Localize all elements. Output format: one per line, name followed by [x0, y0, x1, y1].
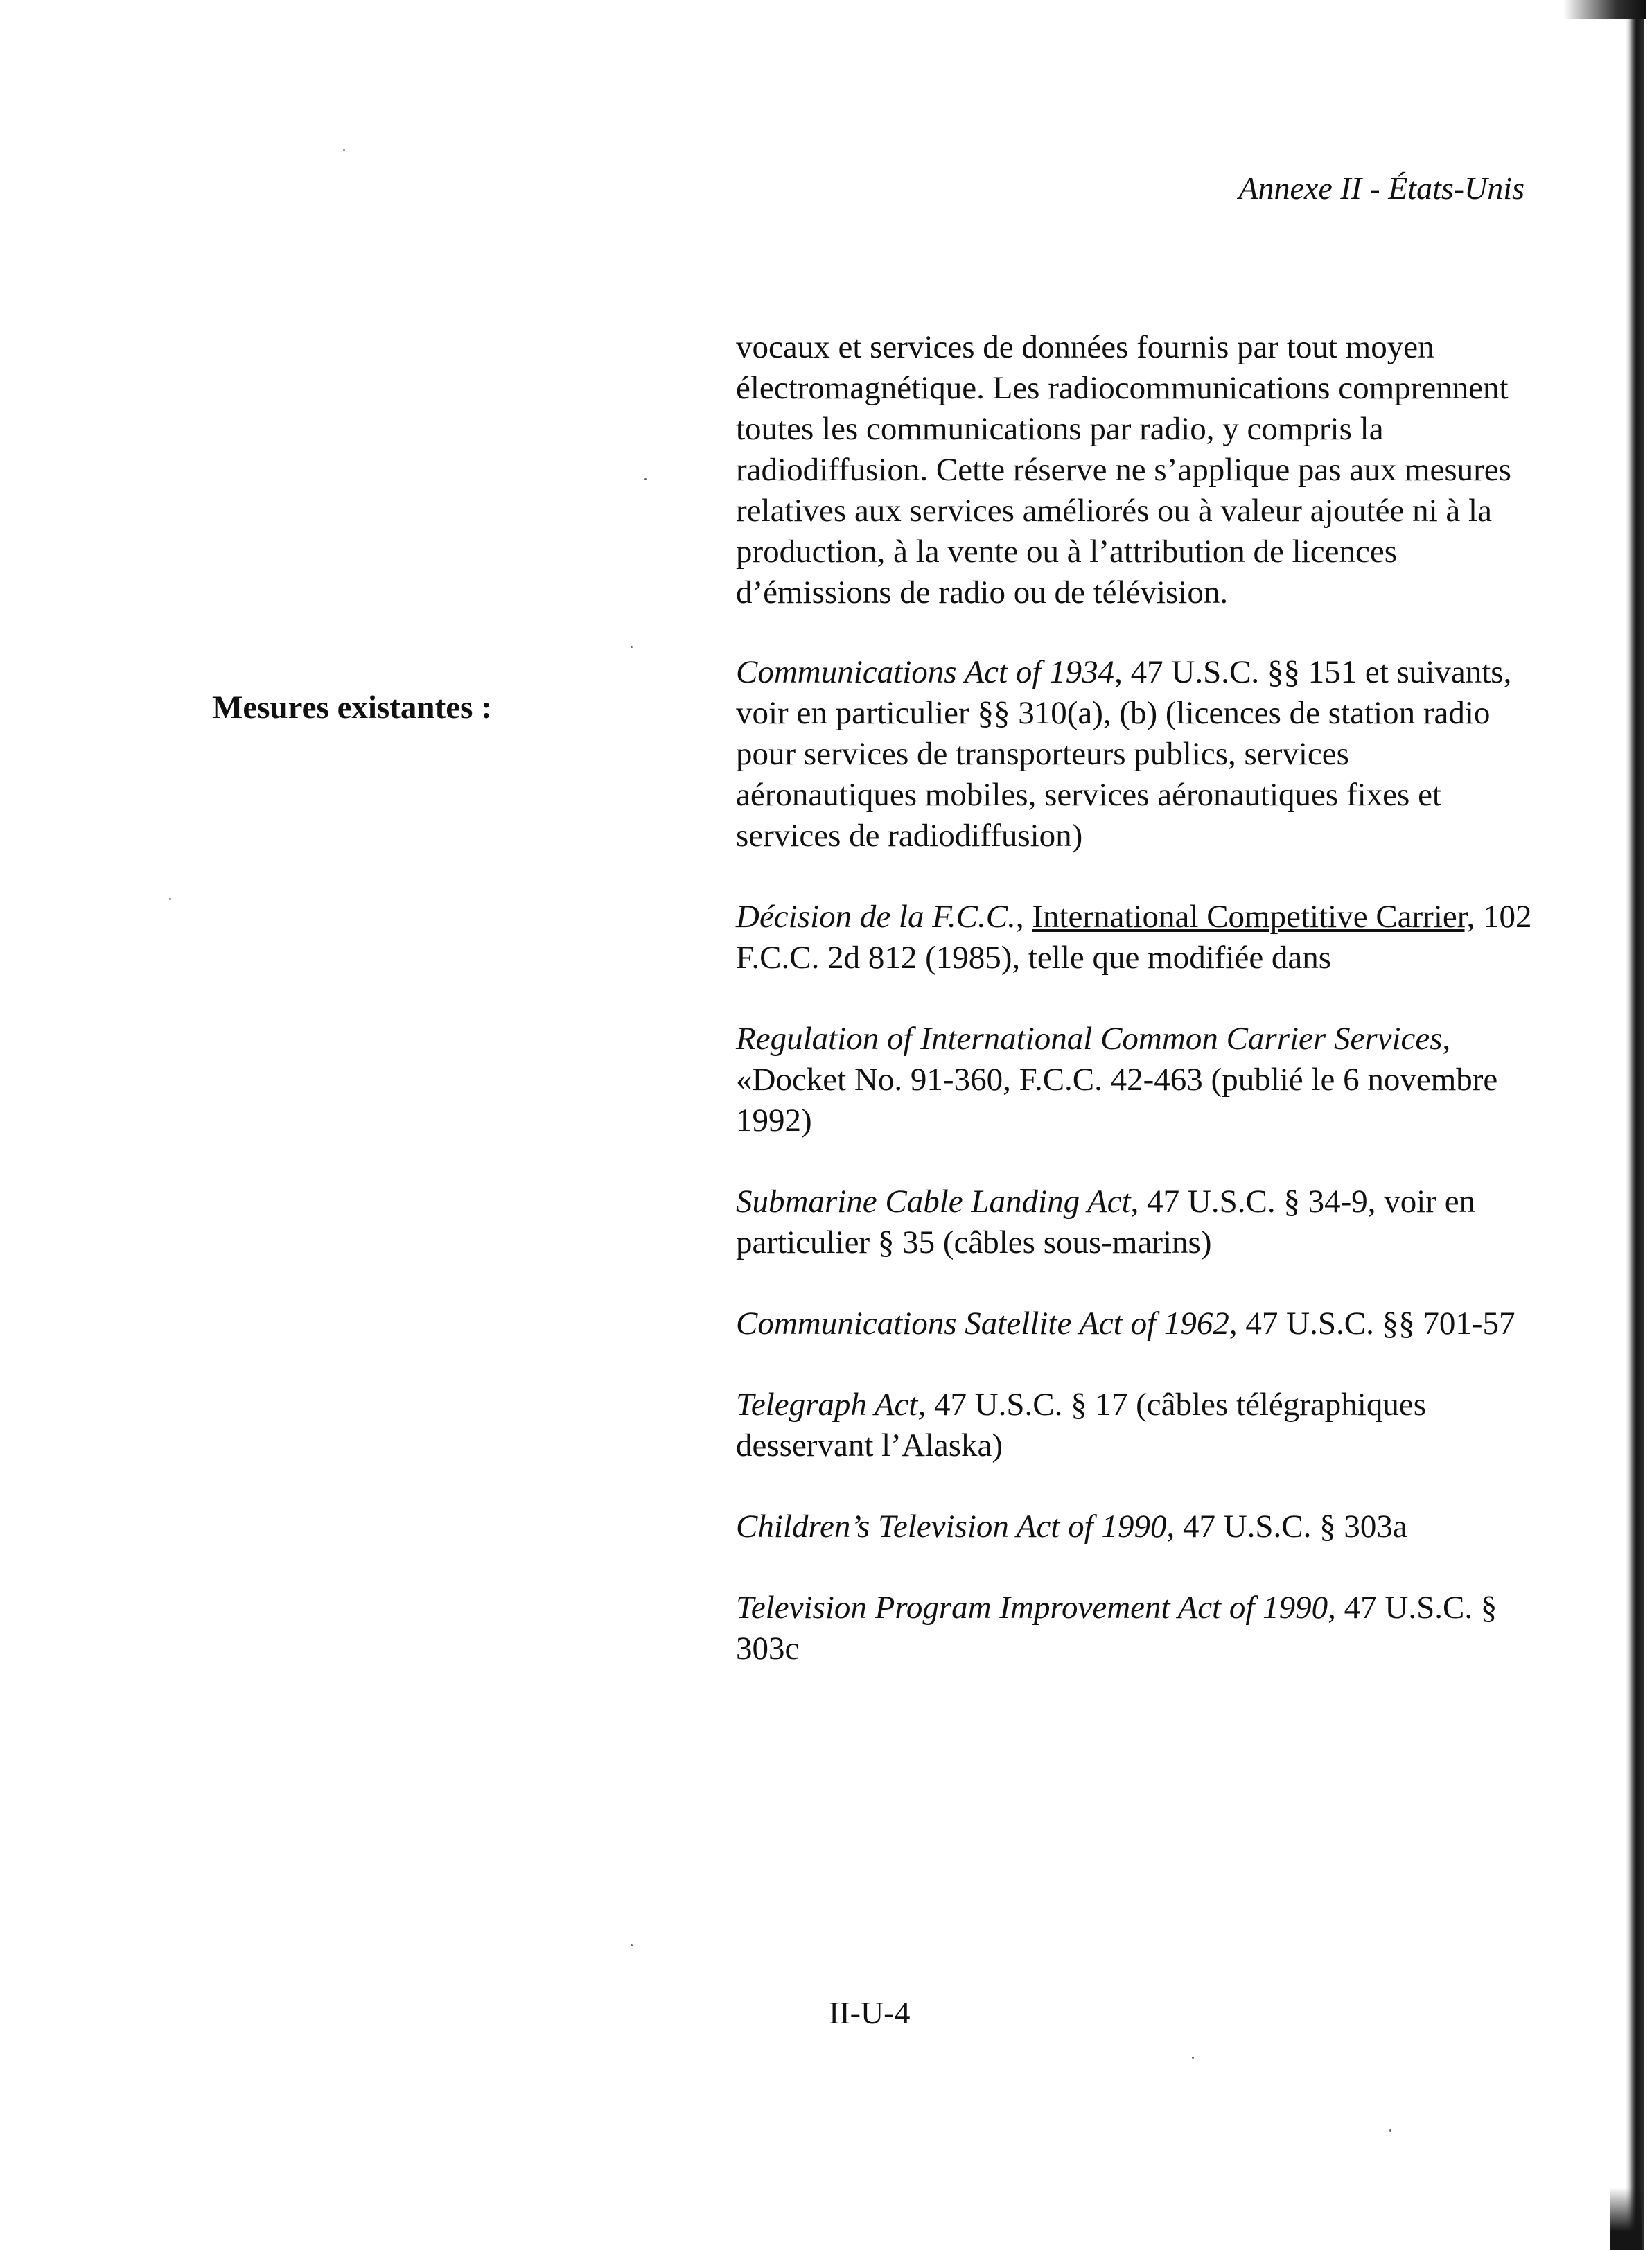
measure-item [736, 1181, 1536, 1263]
measure-separator: , [1015, 899, 1032, 935]
scan-speck [631, 646, 633, 648]
existing-measures-label: Mesures existantes : [212, 689, 492, 726]
scan-speck [644, 478, 647, 480]
measure-item [736, 1588, 1536, 1669]
intro-paragraph: vocaux et services de données fournis par tout moyen électromagnétique. Les radiocommunications comprennent toutes les communications par radio, y compris la radiodiffusion. Cette réserve ne s’applique pas aux mesures relatives aux services améliorés ou à valeur ajoutée ni à la production, à la vente ou à l’attribution de licences d’émissions de radio ou de télévision. [736, 329, 1511, 610]
page-number: II-U-4 [829, 1995, 911, 2030]
measure-title: Décision de la F.C.C. [736, 899, 1016, 935]
measure-title: Communications Act of 1934 [736, 654, 1115, 690]
scan-speck [631, 1944, 633, 1946]
measure-title: Telegraph Act [736, 1387, 918, 1423]
scan-bottom-edge [1610, 2188, 1642, 2250]
measure-item [736, 897, 1536, 978]
scan-speck [169, 898, 171, 900]
measure-item [736, 1303, 1536, 1344]
measure-title: Television Program Improvement Act of 1990 [736, 1590, 1328, 1626]
measure-text: , 47 U.S.C. §§ 701-57 [1229, 1306, 1515, 1342]
page-header: Annexe II - États-Unis [1238, 170, 1524, 206]
measure-title: Regulation of International Common Carrier Services [736, 1021, 1443, 1057]
scan-top-edge [1563, 0, 1646, 19]
measure-title: Communications Satellite Act of 1962 [736, 1306, 1229, 1342]
measure-text: , 47 U.S.C. §§ 151 et suivants, voir en particulier §§ 310(a), (b) (licences de station radio pour services de transporteurs publics, services aéronautiques mobiles, services aéronautiques fixes et services de radiodiffusion) [736, 654, 1512, 854]
measure-title: Children’s Television Act of 1990 [736, 1509, 1167, 1545]
measure-text: , «Docket No. 91-360, F.C.C. 42-463 (publié le 6 novembre 1992) [736, 1021, 1498, 1139]
scan-speck [1389, 2129, 1391, 2132]
measure-item [736, 1506, 1536, 1547]
measures-content [736, 327, 1536, 1710]
scan-speck [1192, 2057, 1194, 2059]
measure-text: , 47 U.S.C. § 303a [1166, 1509, 1407, 1545]
measure-item [736, 1019, 1536, 1141]
measure-text: , 47 U.S.C. § 34-9, voir en particulier § 35 (câbles sous-marins) [736, 1184, 1476, 1260]
measure-underlined-reference: International Competitive Carrier, [1032, 899, 1475, 935]
measure-title: Submarine Cable Landing Act [736, 1184, 1131, 1220]
measure-text: , 47 U.S.C. § 17 (câbles télégraphiques desservant l’Alaska) [736, 1387, 1427, 1464]
measure-item [736, 1385, 1536, 1466]
scan-right-edge [1626, 0, 1644, 2250]
measure-text: 102 F.C.C. 2d 812 (1985), telle que modifiée dans [736, 899, 1532, 976]
measure-item [736, 652, 1536, 856]
measure-text: , 47 U.S.C. § 303c [736, 1590, 1497, 1667]
scan-speck [343, 149, 345, 151]
